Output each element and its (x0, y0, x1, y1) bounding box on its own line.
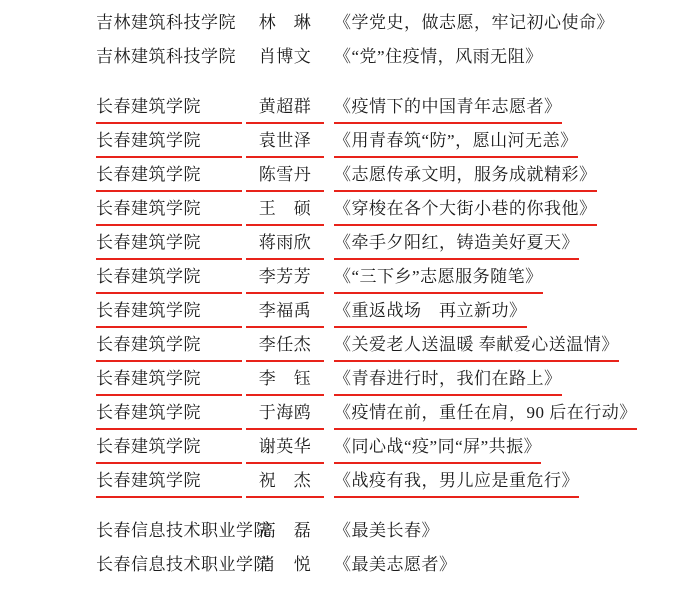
entry-row (0, 226, 699, 260)
entry-title: 《牵手夕阳红，铸造美好夏天》 (334, 226, 579, 260)
entry-row (0, 294, 699, 328)
entry-school: 长春建筑学院 (96, 90, 242, 124)
entry-school: 长春信息技术职业学院 (96, 555, 271, 574)
entry-author: 王 硕 (246, 192, 324, 226)
entry-school: 长春信息技术职业学院 (96, 521, 271, 540)
entry-author: 于海鸥 (246, 396, 324, 430)
entry-author: 李芳芳 (246, 260, 324, 294)
entry-row (0, 40, 699, 74)
entry-school: 长春建筑学院 (96, 362, 242, 396)
entry-author: 祝 杰 (246, 464, 324, 498)
entry-row (0, 90, 699, 124)
entry-school: 长春建筑学院 (96, 430, 242, 464)
entry-title: 《重返战场 再立新功》 (334, 294, 527, 328)
entry-title: 《志愿传承文明，服务成就精彩》 (334, 158, 597, 192)
entry-row (0, 124, 699, 158)
entry-author: 肖 悦 (258, 555, 312, 574)
entry-row (0, 328, 699, 362)
paragraph-gap (0, 74, 699, 90)
entry-row (0, 548, 699, 582)
entry-title: 《同心战“疫”同“屏”共振》 (334, 430, 541, 464)
entry-title: 《青春进行时，我们在路上》 (334, 362, 562, 396)
entry-title: 《关爱老人送温暖 奉献爱心送温情》 (334, 328, 619, 362)
entry-author: 谢英华 (246, 430, 324, 464)
entry-school: 吉林建筑科技学院 (96, 13, 236, 32)
entry-author: 李 钰 (246, 362, 324, 396)
entry-author: 陈雪丹 (246, 158, 324, 192)
entry-row (0, 430, 699, 464)
entry-author: 黄超群 (246, 90, 324, 124)
entry-school: 长春建筑学院 (96, 396, 242, 430)
entry-title: 《疫情下的中国青年志愿者》 (334, 90, 562, 124)
entry-title: 《用青春筑“防”，愿山河无恙》 (334, 124, 578, 158)
entry-row (0, 362, 699, 396)
entry-title: 《穿梭在各个大街小巷的你我他》 (334, 192, 597, 226)
entry-row (0, 514, 699, 548)
entry-author: 袁世泽 (246, 124, 324, 158)
entry-title: 《战疫有我，男儿应是重危行》 (334, 464, 579, 498)
entry-school: 长春建筑学院 (96, 226, 242, 260)
entry-school: 长春建筑学院 (96, 294, 242, 328)
entry-author: 李福禹 (246, 294, 324, 328)
entry-row (0, 260, 699, 294)
entry-title: 《“党”住疫情，风雨无阻》 (334, 47, 543, 66)
entry-row (0, 192, 699, 226)
entry-author: 林 琳 (258, 13, 312, 32)
entry-author: 高 磊 (258, 521, 312, 540)
entry-author: 李任杰 (246, 328, 324, 362)
entry-school: 长春建筑学院 (96, 124, 242, 158)
entry-title: 《疫情在前，重任在肩，90 后在行动》 (334, 396, 637, 430)
entry-title: 《最美志愿者》 (334, 555, 457, 574)
entry-row (0, 396, 699, 430)
entry-school: 长春建筑学院 (96, 158, 242, 192)
entry-row (0, 464, 699, 498)
entry-title: 《“三下乡”志愿服务随笔》 (334, 260, 543, 294)
entry-school: 吉林建筑科技学院 (96, 47, 236, 66)
entry-title: 《最美长春》 (334, 521, 439, 540)
entry-school: 长春建筑学院 (96, 192, 242, 226)
entry-author: 肖博文 (258, 47, 312, 66)
entry-school: 长春建筑学院 (96, 260, 242, 294)
entry-row (0, 6, 699, 40)
paragraph-gap (0, 498, 699, 514)
entry-school: 长春建筑学院 (96, 328, 242, 362)
entry-author: 蒋雨欣 (246, 226, 324, 260)
entry-row (0, 158, 699, 192)
entry-school: 长春建筑学院 (96, 464, 242, 498)
entry-title: 《学党史，做志愿，牢记初心使命》 (334, 13, 614, 32)
